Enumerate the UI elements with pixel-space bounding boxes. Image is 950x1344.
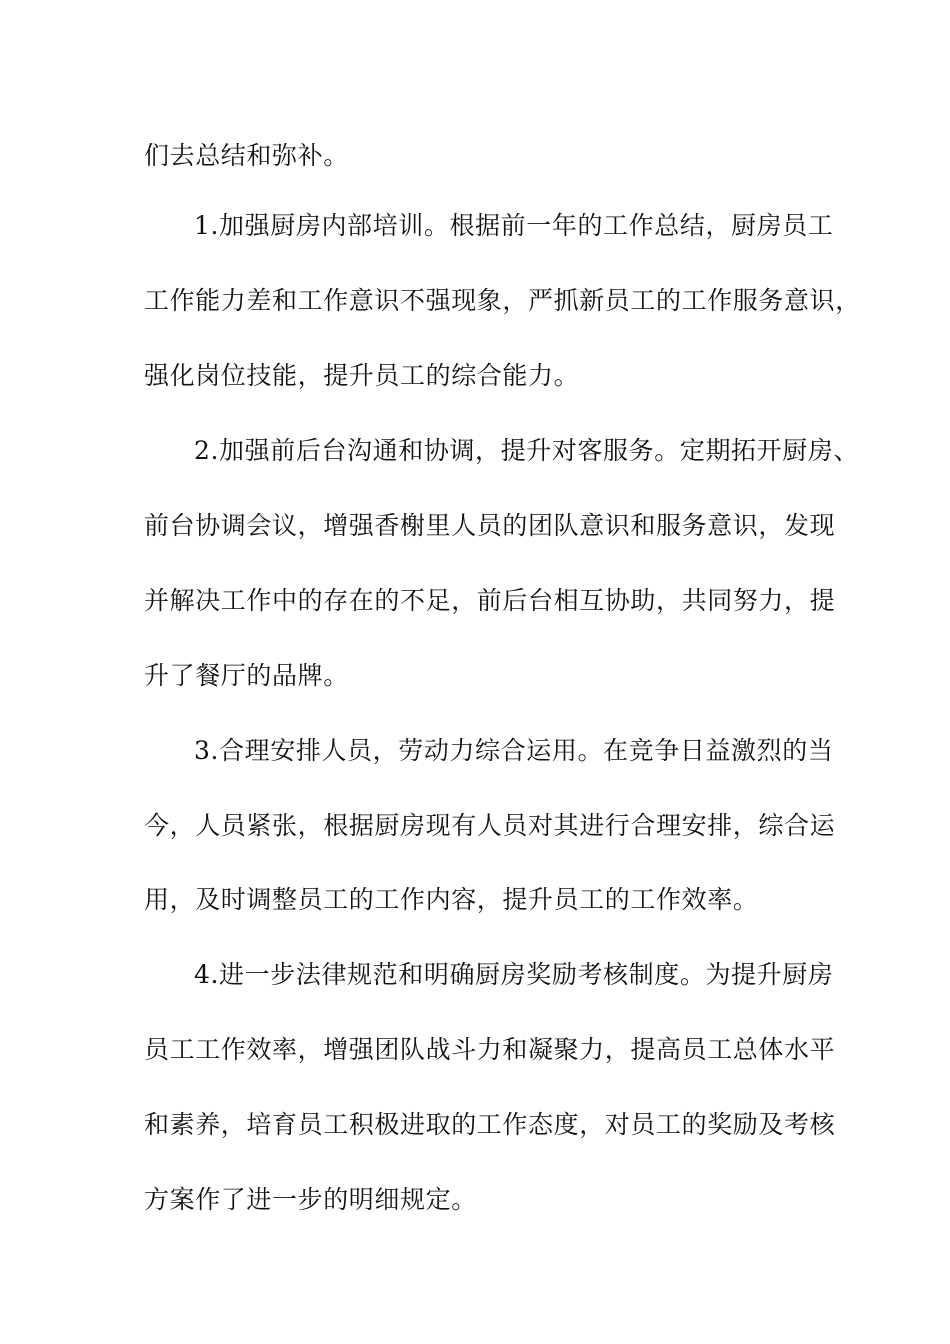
paragraph-3-line: 3.合理安排人员，劳动力综合运用。在竞争日益激烈的当 <box>194 736 834 765</box>
paragraph-4-line: 4.进一步法律规范和明确厨房奖励考核制度。为提升厨房 <box>194 960 834 989</box>
text-line: 和素养，培育员工积极进取的工作态度，对员工的奖励及考核 <box>144 1110 836 1139</box>
paragraph-2-line: 2.加强前后台沟通和协调，提升对客服务。定期拓开厨房、 <box>194 436 860 465</box>
text-line: 方案作了进一步的明细规定。 <box>144 1185 477 1214</box>
text-line: 员工工作效率，增强团队战斗力和凝聚力，提高员工总体水平 <box>144 1035 836 1064</box>
text-line: 工作能力差和工作意识不强现象，严抓新员工的工作服务意识， <box>144 286 861 315</box>
text-line: 今，人员紧张，根据厨房现有人员对其进行合理安排，综合运 <box>144 811 836 840</box>
text-line: 用，及时调整员工的工作内容，提升员工的工作效率。 <box>144 885 759 914</box>
text-line: 们去总结和弥补。 <box>144 141 349 170</box>
text-line: 强化岗位技能，提升员工的综合能力。 <box>144 361 580 390</box>
text-line: 并解决工作中的存在的不足，前后台相互协助，共同努力，提 <box>144 586 836 615</box>
text-line: 升了餐厅的品牌。 <box>144 661 349 690</box>
text-line: 前台协调会议，增强香榭里人员的团队意识和服务意识，发现 <box>144 511 836 540</box>
paragraph-1-line: 1.加强厨房内部培训。根据前一年的工作总结，厨房员工 <box>194 211 834 240</box>
